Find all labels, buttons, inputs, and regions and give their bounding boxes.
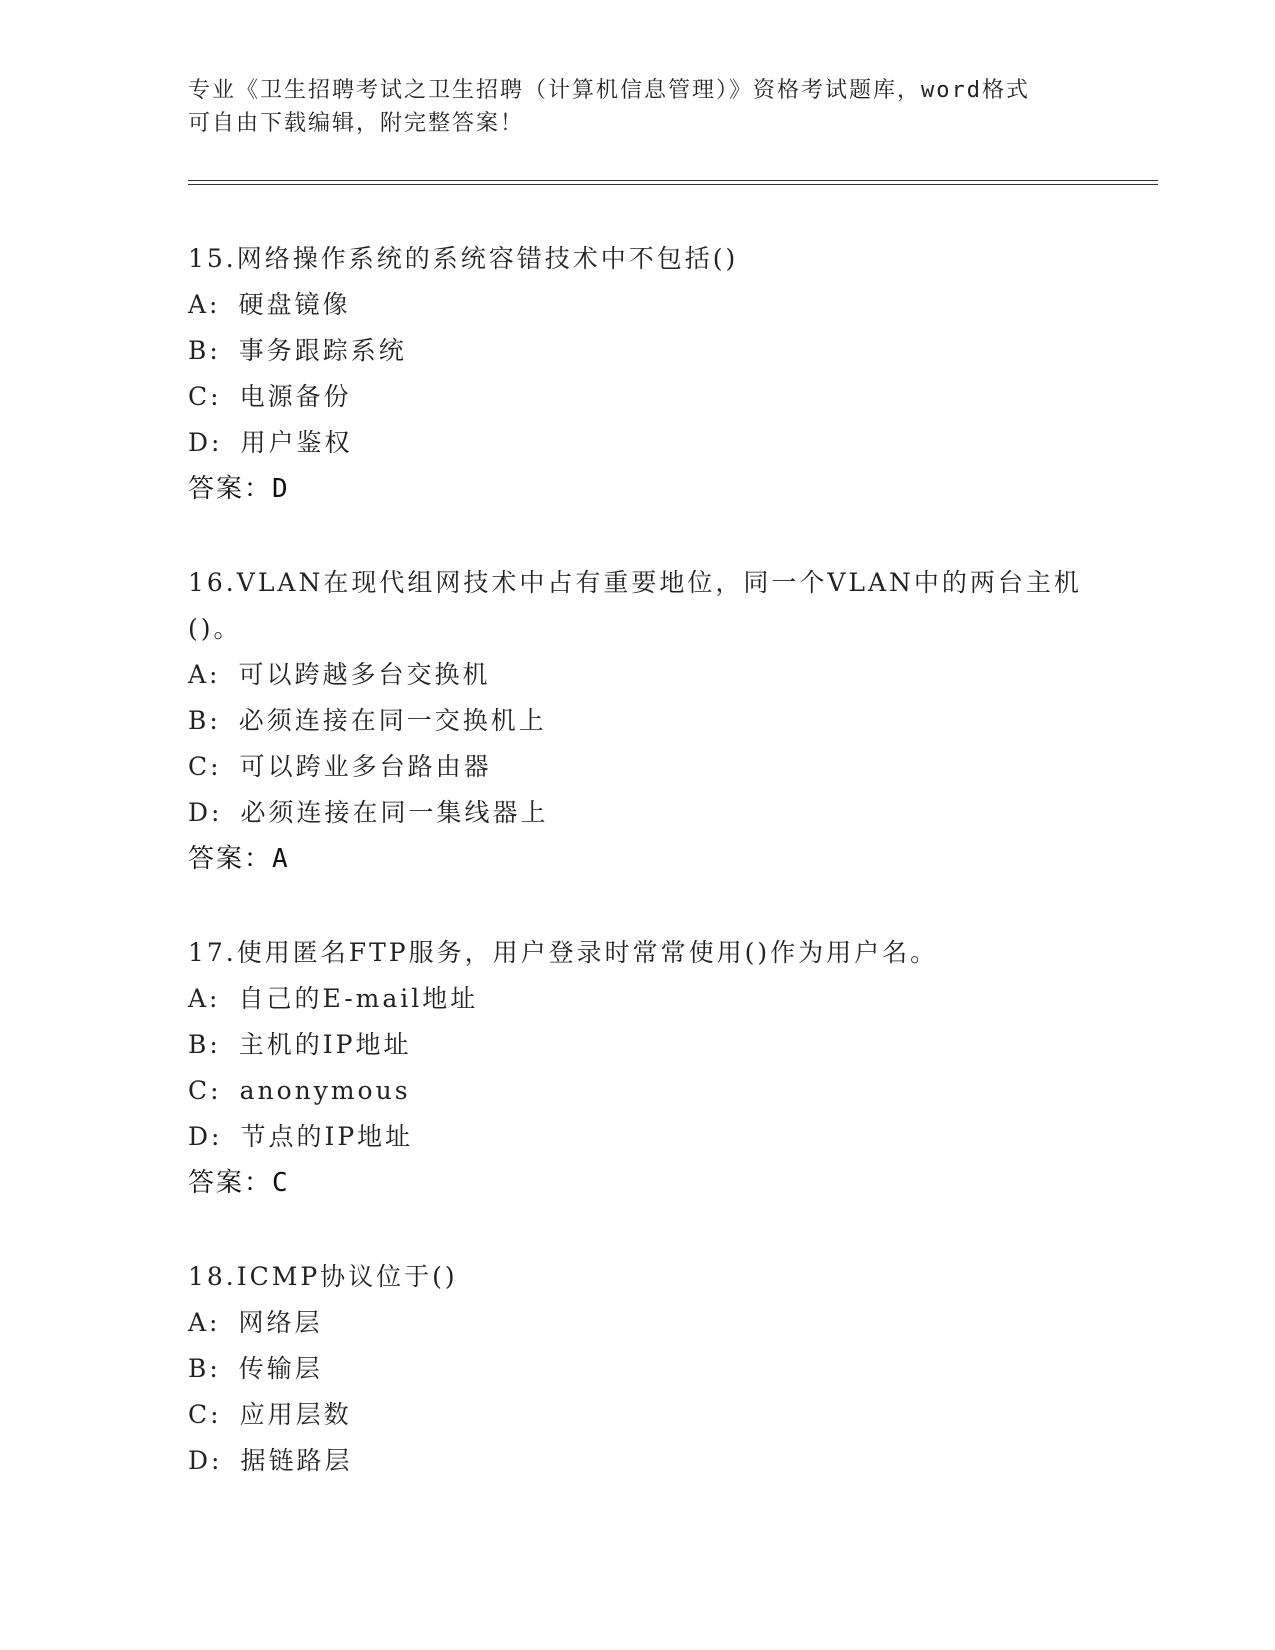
- option-d: [188, 420, 1088, 466]
- header-line-2: 可自由下载编辑，附完整答案！: [188, 111, 525, 136]
- answer-label: 答案：A: [188, 844, 290, 874]
- option-letter: D:: [188, 428, 223, 457]
- option-text: 网络层: [238, 1308, 323, 1337]
- header-line-1: 专业《卫生招聘考试之卫生招聘（计算机信息管理）》资格考试题库，word格式: [188, 78, 1030, 103]
- option-text: 可以跨越多台交换机: [238, 660, 491, 689]
- option-a: [188, 1300, 1088, 1346]
- option-b: [188, 1346, 1088, 1392]
- answer-label: 答案：D: [188, 474, 290, 504]
- option-a: [188, 282, 1088, 328]
- option-letter: A:: [188, 290, 221, 319]
- question-17: [188, 930, 1088, 1206]
- option-letter: A:: [188, 660, 221, 689]
- option-text: 自己的E-mail地址: [238, 984, 479, 1013]
- option-c: [188, 1392, 1088, 1438]
- question-stem-line-2: ()。: [188, 614, 242, 643]
- option-d: [188, 1438, 1088, 1484]
- option-text: 必须连接在同一集线器上: [240, 798, 549, 827]
- option-c: [188, 744, 1088, 790]
- option-letter: C:: [188, 1400, 222, 1429]
- answer-label: 答案：C: [188, 1168, 290, 1198]
- option-text: 应用层数: [239, 1400, 352, 1429]
- option-letter: D:: [188, 1446, 223, 1475]
- option-letter: B:: [188, 706, 221, 735]
- question-18: [188, 1254, 1088, 1484]
- option-text: 硬盘镜像: [238, 290, 351, 319]
- option-text: 节点的IP地址: [240, 1122, 414, 1151]
- document-header: [188, 74, 1068, 140]
- question-16: [188, 560, 1088, 882]
- option-letter: A:: [188, 1308, 221, 1337]
- option-a: [188, 652, 1088, 698]
- question-stem-line-1: 16.VLAN在现代组网技术中占有重要地位，同一个VLAN中的两台主机: [188, 568, 1082, 597]
- question-list: [188, 236, 1088, 1532]
- option-letter: C:: [188, 1076, 222, 1105]
- header-divider-bottom: [188, 184, 1158, 185]
- option-letter: D:: [188, 798, 223, 827]
- option-a: [188, 976, 1088, 1022]
- option-text: 传输层: [238, 1354, 323, 1383]
- option-d: [188, 790, 1088, 836]
- option-text: 事务跟踪系统: [238, 336, 407, 365]
- option-d: [188, 1114, 1088, 1160]
- option-text: 可以跨业多台路由器: [239, 752, 492, 781]
- option-text: 电源备份: [239, 382, 352, 411]
- question-stem: 15.网络操作系统的系统容错技术中不包括(): [188, 244, 739, 273]
- option-b: [188, 698, 1088, 744]
- header-divider-top: [188, 180, 1158, 181]
- question-stem: 18.ICMP协议位于(): [188, 1262, 458, 1291]
- option-text: 主机的IP地址: [238, 1030, 412, 1059]
- option-letter: D:: [188, 1122, 223, 1151]
- option-text: 据链路层: [240, 1446, 353, 1475]
- option-c: [188, 374, 1088, 420]
- option-letter: B:: [188, 336, 221, 365]
- option-c: [188, 1068, 1088, 1114]
- question-stem: 17.使用匿名FTP服务，用户登录时常常使用()作为用户名。: [188, 938, 939, 967]
- option-letter: B:: [188, 1030, 221, 1059]
- option-letter: A:: [188, 984, 221, 1013]
- option-b: [188, 1022, 1088, 1068]
- option-text: anonymous: [239, 1076, 411, 1105]
- option-letter: B:: [188, 1354, 221, 1383]
- option-text: 用户鉴权: [240, 428, 353, 457]
- option-letter: C:: [188, 752, 222, 781]
- option-text: 必须连接在同一交换机上: [238, 706, 547, 735]
- option-b: [188, 328, 1088, 374]
- option-letter: C:: [188, 382, 222, 411]
- question-15: [188, 236, 1088, 512]
